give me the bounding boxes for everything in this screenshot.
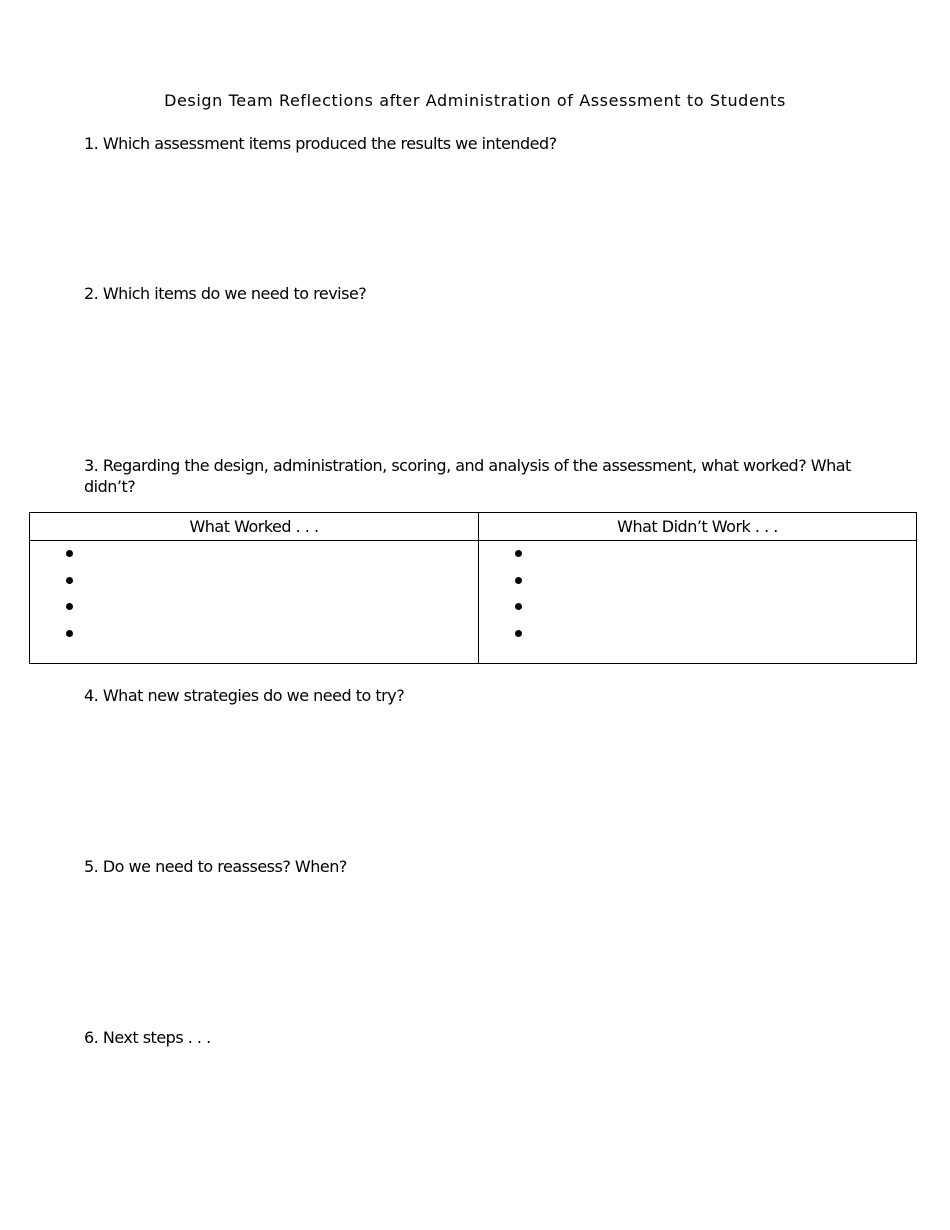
list-item [30, 597, 478, 624]
what-worked-cell[interactable] [30, 541, 479, 664]
question-6: 6. Next steps . . . [84, 1028, 211, 1047]
question-5: 5. Do we need to reassess? When? [84, 857, 347, 876]
table-header-row [30, 513, 917, 541]
bullet-icon [515, 630, 522, 637]
reflection-table [29, 512, 917, 664]
page-title: Design Team Reflections after Administration of Assessment to Students [164, 91, 786, 110]
bullet-icon [515, 603, 522, 610]
list-item [479, 544, 916, 571]
list-item [479, 571, 916, 598]
table-body-row [30, 541, 917, 664]
bullet-icon [66, 603, 73, 610]
what-worked-header: What Worked . . . [30, 513, 479, 541]
question-2: 2. Which items do we need to revise? [84, 284, 367, 303]
question-4: 4. What new strategies do we need to try? [84, 686, 405, 705]
bullet-icon [515, 550, 522, 557]
question-1: 1. Which assessment items produced the results we intended? [84, 134, 557, 153]
list-item [479, 597, 916, 624]
bullet-icon [515, 577, 522, 584]
list-item [30, 544, 478, 571]
list-item [30, 571, 478, 598]
what-didnt-work-cell[interactable] [479, 541, 917, 664]
list-item [30, 624, 478, 651]
what-didnt-work-header: What Didn’t Work . . . [479, 513, 917, 541]
bullet-icon [66, 550, 73, 557]
question-3: 3. Regarding the design, administration, scoring, and analysis of the assessment, what worked? What didn’t? [84, 456, 851, 496]
list-item [479, 624, 916, 651]
bullet-icon [66, 630, 73, 637]
what-worked-list [30, 541, 478, 650]
bullet-icon [66, 577, 73, 584]
what-didnt-work-list [479, 541, 916, 650]
